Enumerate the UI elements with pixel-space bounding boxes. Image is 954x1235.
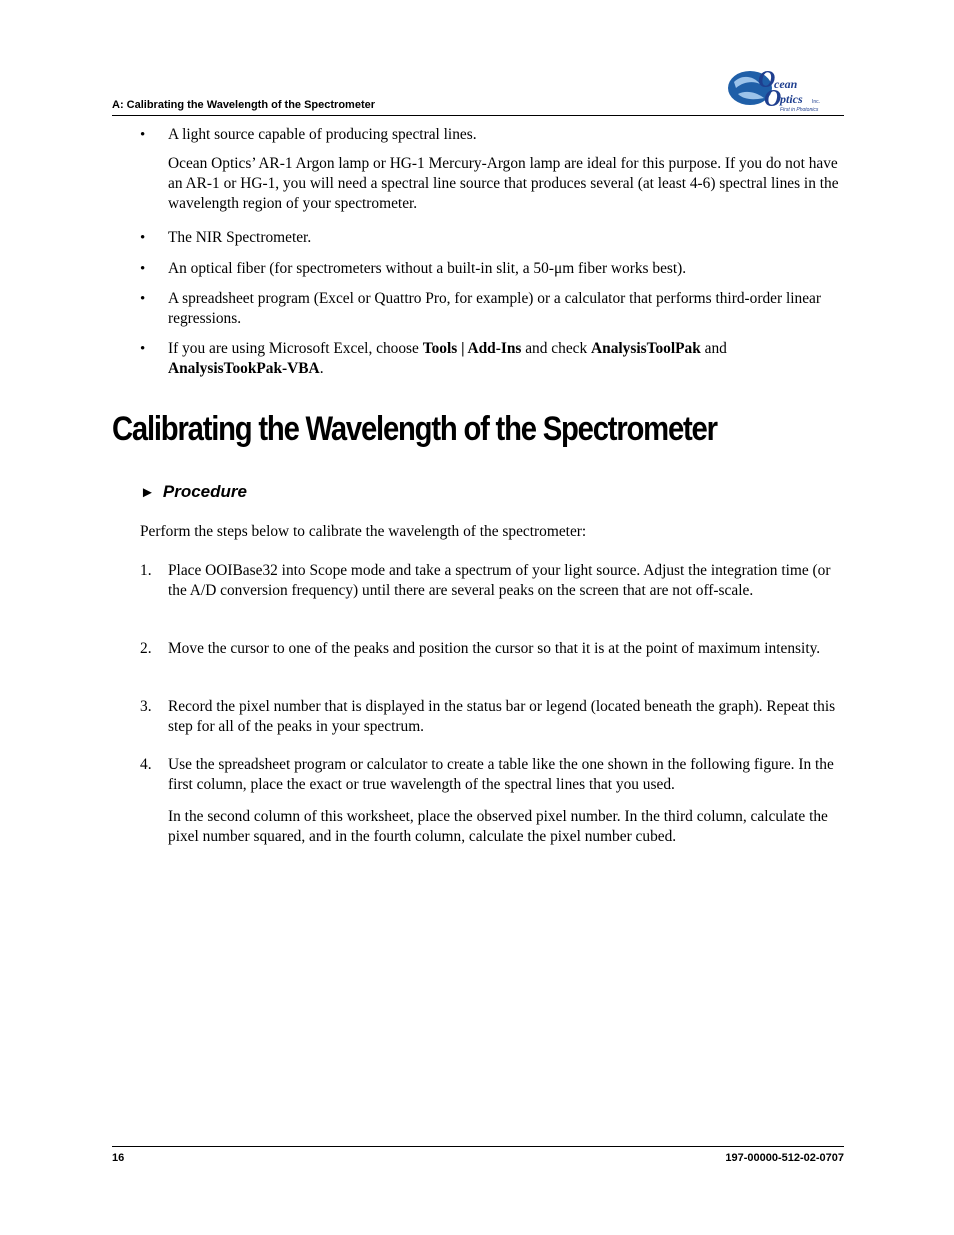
svg-text:O: O — [758, 67, 776, 93]
step-number: 4. — [140, 756, 152, 773]
requirement-optical-fiber: An optical fiber (for spectrometers without a built-in slit, a 50-μm fiber works best). — [168, 260, 687, 277]
svg-text:O: O — [764, 86, 782, 112]
procedure-label-text: Procedure — [162, 482, 247, 501]
running-header-title: A: Calibrating the Wavelength of the Spectrometer — [112, 99, 376, 111]
requirement-spectrometer: The NIR Spectrometer. — [168, 229, 312, 246]
requirement-spreadsheet: A spreadsheet program (Excel or Quattro Pro, for example) or a calculator that performs third-order linear regressions. — [168, 290, 821, 327]
step-number: 1. — [140, 562, 152, 579]
footer-divider — [112, 1146, 844, 1147]
logo-inc: Inc. — [812, 99, 821, 105]
step-text: Use the spreadsheet program or calculator to create a table like the one shown in the following figure. In the first column, place the exact or true wavelength of the spectral lines that you used. — [168, 756, 834, 793]
logo-word-optics: ptics — [780, 92, 803, 106]
bullet-marker: • — [140, 291, 146, 307]
step-text: Move the cursor to one of the peaks and position the cursor so that it is at the point of maximum intensity. — [168, 640, 821, 657]
menu-path-tools-addins: Tools | Add-Ins — [422, 340, 522, 357]
procedure-intro: Perform the steps below to calibrate the wavelength of the spectrometer: — [140, 523, 587, 540]
arrow-icon: ► — [140, 484, 155, 501]
step-text: Record the pixel number that is displayed in the status bar or legend (located beneath the graph). Repeat this step for all of the peaks in your spectrum. — [168, 698, 836, 735]
addin-analysis-toolpak: AnalysisToolPak — [591, 340, 701, 357]
section-heading: Calibrating the Wavelength of the Spectrometer — [112, 410, 717, 448]
excel-text-4: . — [319, 360, 324, 377]
logo-word-ocean: cean — [774, 77, 798, 91]
page-number: 16 — [112, 1152, 125, 1164]
requirement-light-source: A light source capable of producing spectral lines. — [168, 126, 477, 143]
addin-analysis-toolpak-vba: AnalysisTookPak-VBA — [168, 360, 320, 377]
bullet-marker: • — [140, 341, 146, 357]
ocean-optics-logo — [724, 64, 844, 114]
step-number: 2. — [140, 640, 152, 657]
step-4-detail: In the second column of this worksheet, place the observed pixel number. In the third column, calculate the pixel number squared, and in the fourth column, calculate the pixel number cubed. — [168, 808, 828, 845]
excel-text-3: and — [700, 340, 727, 357]
bullet-marker: • — [140, 261, 146, 277]
bullet-marker: • — [140, 230, 146, 246]
step-number: 3. — [140, 698, 152, 715]
procedure-label — [140, 482, 247, 502]
requirement-excel-addins — [168, 339, 808, 379]
logo-tagline: First in Photonics — [780, 107, 819, 113]
excel-text-1: If you are using Microsoft Excel, choose — [168, 340, 423, 357]
excel-text-2: and check — [521, 340, 592, 357]
step-text: Place OOIBase32 into Scope mode and take a spectrum of your light source. Adjust the integration time (or the A/D conversion frequency) until there are several peaks on the screen that are not off-scale. — [168, 562, 831, 599]
document-number: 197-00000-512-02-0707 — [725, 1152, 844, 1164]
bullet-marker: • — [140, 127, 146, 143]
requirement-light-source-detail: Ocean Optics’ AR-1 Argon lamp or HG-1 Mercury-Argon lamp are ideal for this purpose. If you do not have an AR-1 or HG-1, you will need a spectral line source that produces several (at least 4-6) spectral lines in the wavelength region of your spectrometer. — [168, 155, 839, 212]
header-divider — [112, 115, 844, 116]
